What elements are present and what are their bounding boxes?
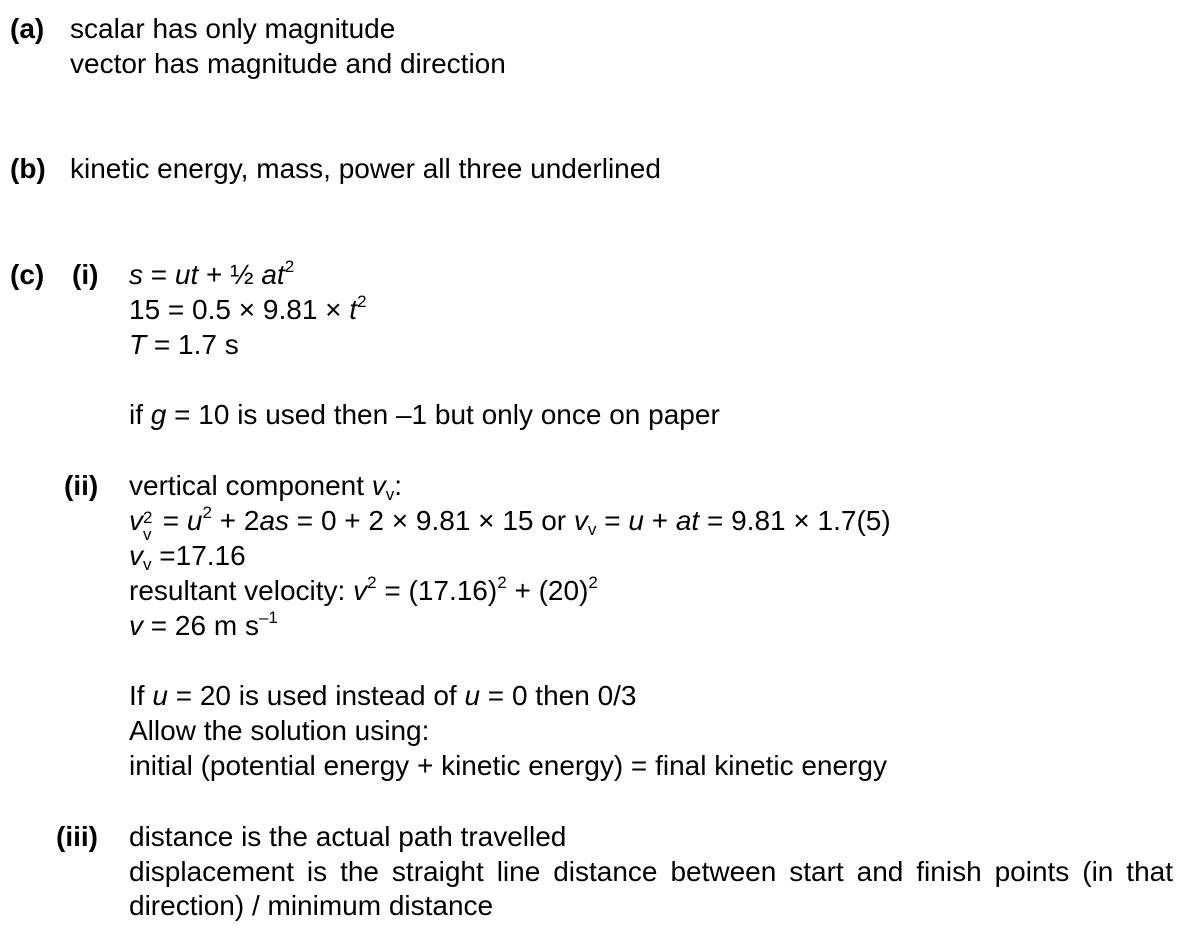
symbol-ut: ut [174,259,199,290]
plus-half: + ½ [198,259,262,290]
symbol-at: at [675,505,700,536]
symbol-v: v [353,575,368,606]
symbol-t: t [349,294,358,325]
equals: = [155,505,187,536]
text: = 26 m s [143,610,259,641]
subscript: v [143,555,152,574]
exponent: –1 [258,608,278,627]
note-pre: if [129,399,151,430]
symbol-v: v [371,470,386,501]
equals: = [596,505,629,536]
part-c-ii-label: (ii) [64,470,99,501]
text: = 9.81 × 1.7(5) [699,505,891,536]
c-i-equation-1 [129,258,294,292]
symbol-T: T [129,329,147,360]
text: + 2 [211,505,260,536]
text: resultant velocity: [129,575,354,606]
text: + (20) [506,575,589,606]
c-iii-line-2: displacement is the straight line distance between start and finish points (in that direction) / minimum distance [129,856,1173,921]
c-ii-line-2: v 2 v = $u^2 + 2as = 0 + 2 \times 9.81 \times 15$ or $v_v = u$ + at = 9.81 × 1.7(5) [129,503,891,544]
c-ii-line-5 [129,609,278,643]
text: If [129,680,153,711]
text: = 0 then 0/3 [480,680,637,711]
part-a-line-2: vector has magnitude and direction [70,48,506,79]
symbol-v: v [129,505,143,536]
exponent: 2 [367,573,377,592]
c-ii-note-1 [129,679,637,713]
part-c-i-label: (i) [72,259,99,290]
text: vertical component [129,470,372,501]
c-i-equation-3 [129,328,239,362]
symbol-g: g [150,399,167,430]
subscript: v [385,485,395,504]
symbol-u: u [152,680,168,711]
part-a-label: (a) [10,13,45,44]
symbol-u: u [628,505,644,536]
text: = 0 + 2 × 9.81 × 15 or [289,505,574,536]
subscript: v [587,520,597,539]
text: =17.16 [151,540,246,571]
exponent: 2 [588,573,598,592]
c-ii-line-1 [129,469,402,503]
plus: + [643,505,676,536]
note-post: = 10 is used then –1 but only once on paper [166,399,720,430]
symbol-v: v [573,505,588,536]
exponent: 2 [357,292,367,311]
symbol-u: u [186,505,203,536]
symbol-as: as [259,505,290,536]
symbol-v: v [129,540,143,571]
symbol-u: u [464,680,481,711]
part-c-label: (c) [10,259,45,290]
exponent: 2 [497,573,507,592]
part-c-iii-label: (iii) [56,821,98,852]
text: = (17.16) [376,575,498,606]
symbol-at: at [261,259,285,290]
part-a-line-1: scalar has only magnitude [70,13,396,44]
c-i-note [129,398,720,432]
symbol-v: v [129,610,143,641]
c-ii-line-3 [129,539,246,573]
equation-text: 15 = 0.5 × 9.81 × [129,294,350,325]
part-b-line-1: kinetic energy, mass, power all three underlined [70,153,661,184]
c-ii-note-2: Allow the solution using: [129,715,430,746]
colon: : [394,470,403,501]
part-b-label: (b) [10,153,46,184]
c-ii-note-3: initial (potential energy + kinetic energy) = final kinetic energy [129,750,887,781]
c-ii-line-4 [129,574,598,608]
exponent: 2 [202,503,212,522]
result: = 1.7 s [146,329,239,360]
text: = 20 is used instead of [167,680,465,711]
c-i-equation-2 [129,293,367,327]
exponent: 2 [284,257,295,276]
symbol-s: s [129,259,143,290]
equals: = [143,259,175,290]
c-iii-line-1: distance is the actual path travelled [129,821,567,852]
